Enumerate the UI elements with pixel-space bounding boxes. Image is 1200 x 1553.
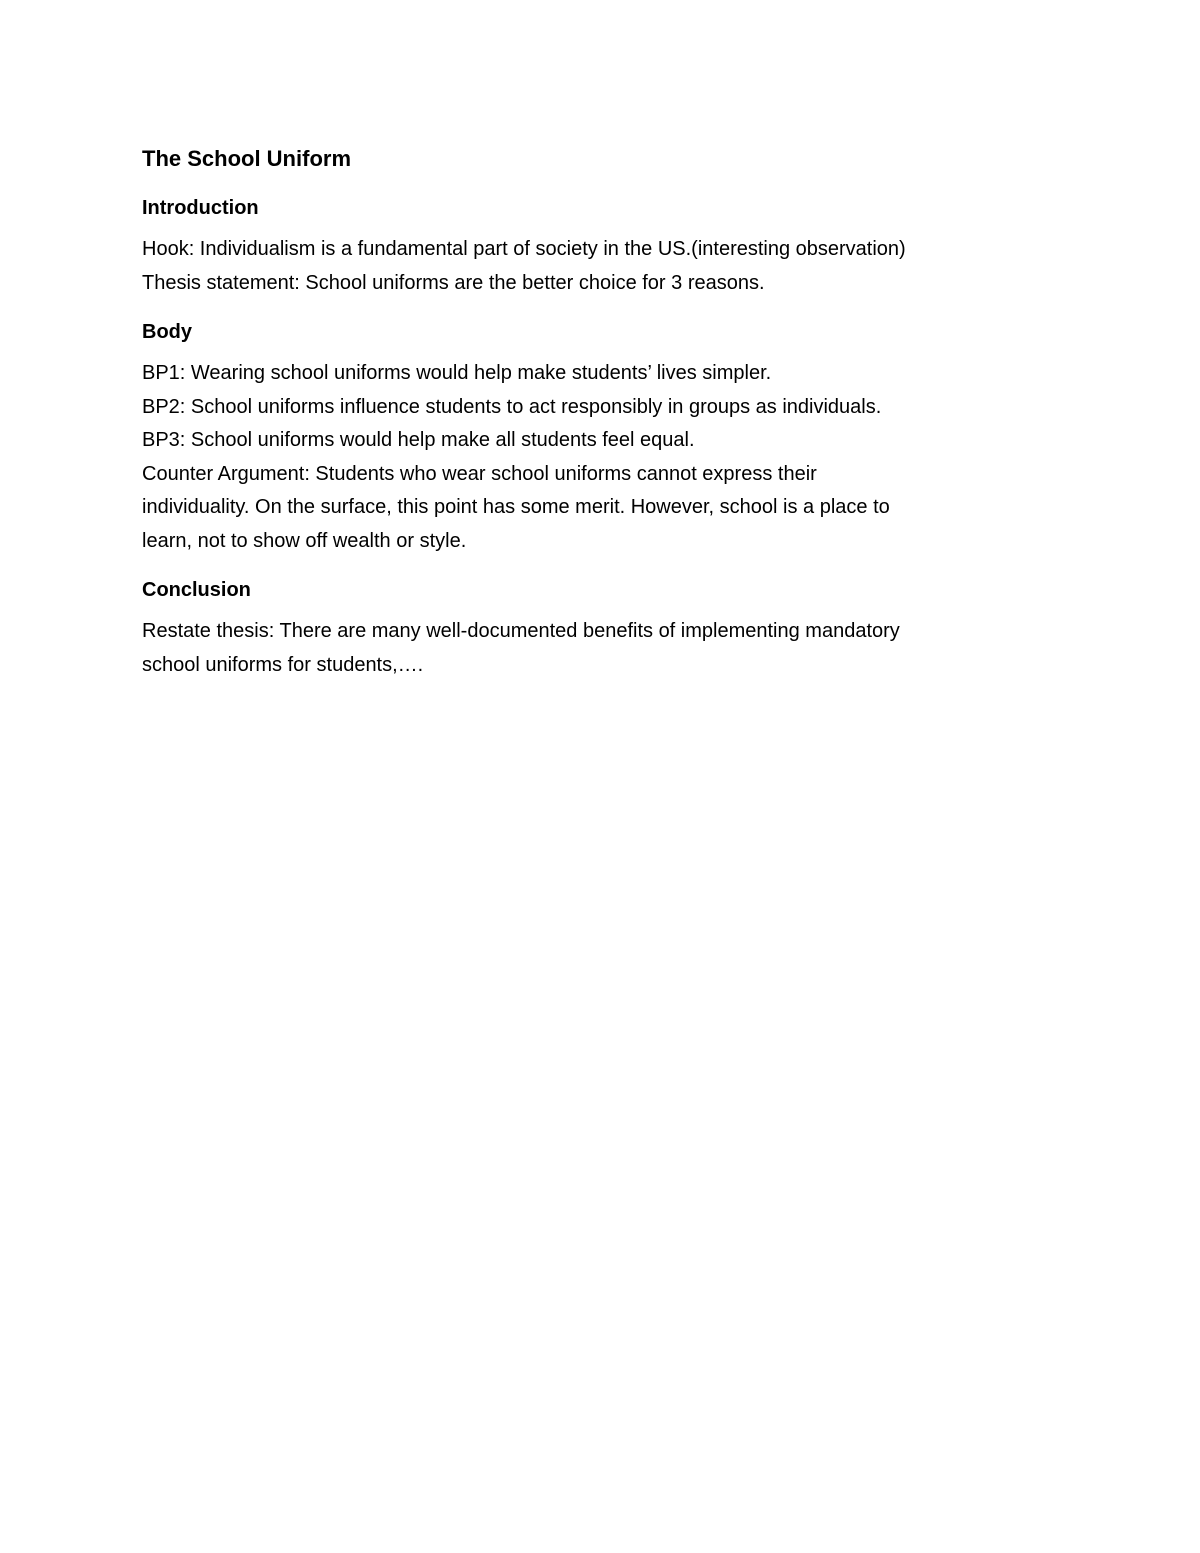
body-paragraph (142, 357, 1072, 558)
counter-argument-line-3: learn, not to show off wealth or style. (142, 529, 467, 552)
body-point-3: BP3: School uniforms would help make all students feel equal. (142, 429, 695, 451)
counter-argument-line-1: Counter Argument: Students who wear school uniforms cannot express their (142, 462, 817, 485)
introduction-paragraph (142, 233, 1072, 300)
body-point-1: BP1: Wearing school uniforms would help make students’ lives simpler. (142, 362, 772, 384)
hook-line: Hook: Individualism is a fundamental part of society in the US.(interesting observation) (142, 238, 906, 260)
document-title: The School Uniform (142, 146, 351, 171)
counter-argument-line-2: individuality. On the surface, this point has some merit. However, school is a place to (142, 496, 890, 518)
conclusion-paragraph (142, 615, 1072, 682)
restate-thesis-line-2: school uniforms for students,…. (142, 653, 424, 676)
body-heading: Body (142, 321, 192, 343)
conclusion-heading: Conclusion (142, 579, 251, 601)
thesis-line: Thesis statement: School uniforms are the better choice for 3 reasons. (142, 271, 765, 294)
document-content (142, 142, 1072, 698)
restate-thesis-line-1: Restate thesis: There are many well-documented benefits of implementing mandatory (142, 620, 900, 642)
body-point-2: BP2: School uniforms influence students to act responsibly in groups as individuals. (142, 395, 882, 418)
introduction-heading: Introduction (142, 197, 259, 219)
